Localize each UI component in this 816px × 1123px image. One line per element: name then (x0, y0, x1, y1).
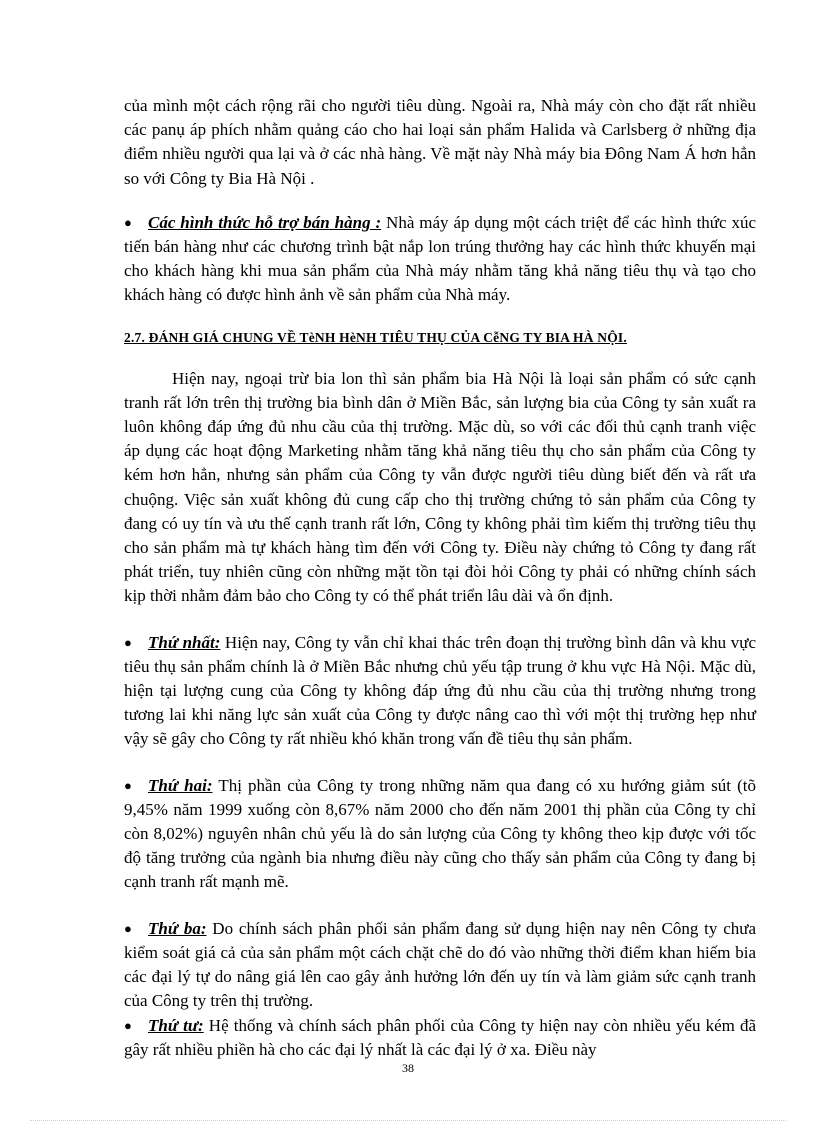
bullet-text: Do chính sách phân phối sản phẩm đang sử dụng hiện nay nên Công ty chưa kiểm soát giá cả của sản phẩm một cách chặt chẽ do đó vào những thời điểm khan hiếm bia các đại lý tự do nâng giá lên cao gây ảnh hưởng lớn đến uy tín và làm giảm sức cạnh tranh của Công ty trên thị trường. (124, 918, 756, 1011)
bullet-icon: ● (124, 1017, 132, 1033)
bullet-support-forms (124, 211, 756, 308)
bullet-icon: ● (124, 777, 132, 793)
bullet-first (124, 631, 756, 752)
bullet-term: Thứ hai: (148, 775, 213, 795)
bullet-term: Thứ nhất: (148, 632, 221, 652)
page-number: 38 (402, 1061, 414, 1075)
bullet-term: Thứ tư: (148, 1015, 204, 1035)
bullet-text: Hệ thống và chính sách phân phối của Công ty hiện nay còn nhiều yếu kém đã gây rất nhiều phiền hà cho các đại lý nhất là các đại lý ở xa. Điều này (124, 1015, 756, 1059)
bullet-icon: ● (124, 634, 132, 650)
bullet-text: Hiện nay, Công ty vẫn chỉ khai thác trên đoạn thị trường bình dân và khu vực tiêu thụ sản phẩm chính là ở Miền Bắc nhưng chủ yếu tập trung ở khu vực Hà Nội. Mặc dù, hiện tại lượng cung của Công ty không đáp ứng đủ nhu cầu của thị trường nhưng trong tương lai khi năng lực sản xuất của Công ty được nâng cao thì với một thị trường hẹp như vậy sẽ gây cho Công ty rất nhiều khó khăn trong vấn đề tiêu thụ sản phẩm. (124, 632, 756, 749)
section-heading: 2.7. ĐÁNH GIÁ CHUNG VỀ TèNH HèNH TIÊU THỤ CỦA CễNG TY BIA HÀ NỘI. (124, 329, 627, 345)
bullet-term: Thứ ba: (148, 918, 207, 938)
bullet-icon: ● (124, 920, 132, 936)
bullet-icon: ● (124, 214, 132, 230)
paragraph-evaluation: Hiện nay, ngoại trừ bia lon thì sản phẩm bia Hà Nội là loại sản phẩm có sức cạnh tranh rất lớn trên thị trường bia bình dân ở Miền Bắc, sản lượng bia của Công ty sản xuất ra luôn không đáp ứng đủ nhu cầu của thị trường. Mặc dù, so với các đối thủ cạnh tranh việc áp dụng các hoạt động Marketing nhằm tăng khả năng tiêu thụ cho sản phẩm của Công ty kém hơn hẳn, nhưng sản phẩm của Công ty vẫn được người tiêu dùng biết đến và rất ưa chuộng. Việc sản xuất không đủ cung cấp cho thị trường chứng tỏ sản phẩm của Công ty đang có uy tín và ưu thế cạnh tranh rất lớn, Công ty không phải tìm kiếm thị trường tiêu thụ cho sản phẩm mà tự khách hàng tìm đến với Công ty. Điều này chứng tỏ Công ty đang rất phát triển, tuy nhiên cũng còn những mặt tồn tại đòi hỏi Công ty phải có những chính sách kịp thời nhằm đảm bảo cho Công ty có thể phát triển lâu dài và ổn định. (124, 368, 756, 606)
bullet-second (124, 774, 756, 895)
bullet-fourth (124, 1014, 756, 1062)
page-body (124, 94, 756, 1062)
bullet-term: Các hình thức hỗ trợ bán hàng : (148, 212, 382, 232)
paragraph-intro: của mình một cách rộng rãi cho người tiêu dùng. Ngoài ra, Nhà máy còn cho đặt rất nhiều các panụ áp phích nhằm quảng cáo cho hai loại sản phẩm Halida và Carlsberg ở những địa điểm nhiều người qua lại và ở các nhà hàng. Về mặt này Nhà máy bia Đông Nam Á hơn hẳn so với Công ty Bia Hà Nội . (124, 96, 756, 188)
bullet-text: Nhà máy áp dụng một cách triệt để các hình thức xúc tiến bán hàng như các chương trình bật nắp lon trúng thưởng hay các hình thức khuyến mại cho khách hàng khi mua sản phẩm của Nhà máy nhằm tăng khả năng tiêu thụ và tạo cho khách hàng có được hình ảnh về sản phẩm của Nhà máy. (124, 212, 756, 305)
bullet-text: Thị phần của Công ty trong những năm qua đang có xu hướng giảm sút (tõ 9,45% năm 1999 xuống còn 8,67% năm 2000 cho đến năm 2001 thị phần của Công ty chỉ còn 8,02%) nguyên nhân chủ yếu là do sản lượng của Công ty không theo kịp được với tốc độ tăng trưởng của ngành bia nhưng điều này cũng cho thấy sản phẩm của Công ty đang bị cạnh tranh rất mạnh mẽ. (124, 775, 756, 892)
page-edge-divider (30, 1120, 786, 1121)
bullet-third (124, 917, 756, 1014)
